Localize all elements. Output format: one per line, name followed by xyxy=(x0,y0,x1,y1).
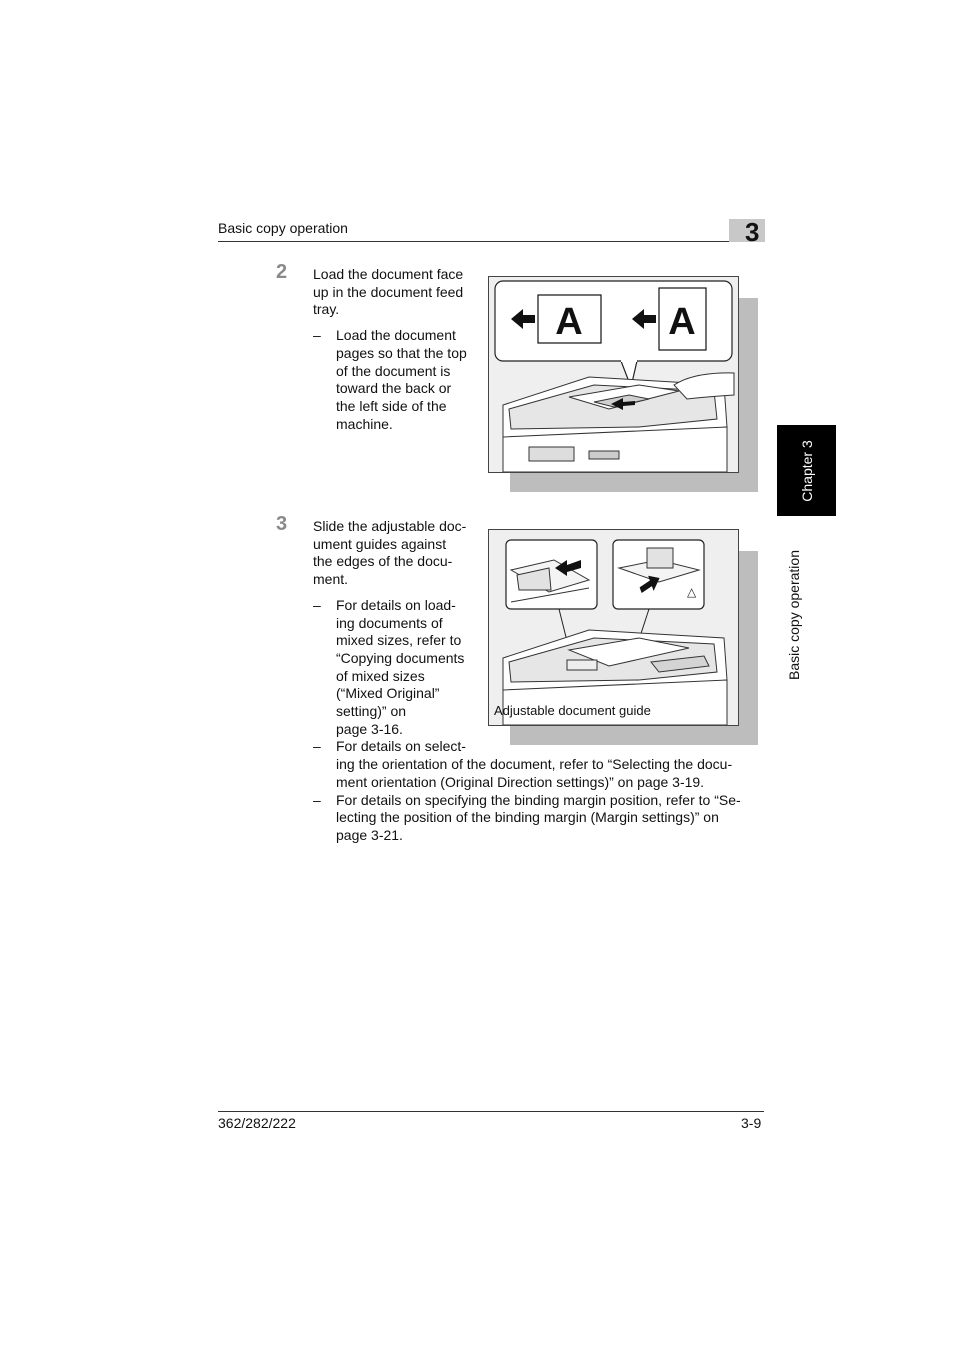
step-2-text xyxy=(313,266,478,433)
bullet-dash: – xyxy=(313,596,321,613)
chapter-number: 3 xyxy=(745,217,760,247)
document-feed-illustration xyxy=(489,277,738,472)
document-letter: A xyxy=(668,301,696,343)
document-guide-figure xyxy=(488,529,758,745)
step-3-bullet-line: ing documents of xyxy=(336,614,443,631)
step-3-bullet-line: ment orientation (Original Direction settings)” on page 3-19. xyxy=(336,773,705,790)
step-2-bullet-line: the left side of the xyxy=(336,397,447,414)
step-3-bullet-line: For details on load- xyxy=(336,596,456,613)
step-3-bullet-line: “Copying documents xyxy=(336,649,465,666)
figure-label: Adjustable document guide xyxy=(494,703,651,718)
step-3-line: ument guides against xyxy=(313,535,447,552)
step-3-bullet-line: mixed sizes, refer to xyxy=(336,632,462,649)
footer-rule xyxy=(218,1111,764,1112)
step-3-bullet-line: For details on specifying the binding margin position, refer to “Se- xyxy=(336,791,741,808)
copier-machine-icon xyxy=(503,373,734,472)
step-2-number: 2 xyxy=(276,261,288,283)
bullet-dash: – xyxy=(313,738,321,755)
bullet-dash: – xyxy=(313,327,321,344)
step-3-bullet-line: For details on select- xyxy=(336,738,466,755)
step-2-bullet-line: machine. xyxy=(336,415,393,432)
step-3-line: Slide the adjustable doc- xyxy=(313,518,467,534)
header-rule xyxy=(218,241,764,242)
step-3-bullet-2 xyxy=(313,738,763,791)
step-2-bullet-line: toward the back or xyxy=(336,380,452,397)
step-3-bullet-line: setting)” on xyxy=(336,703,407,720)
step-3-number: 3 xyxy=(276,513,288,535)
section-tab-label: Basic copy operation xyxy=(785,550,802,680)
step-3-bullet-line: (“Mixed Original” xyxy=(336,685,440,702)
step-2-line: tray. xyxy=(313,301,340,318)
document-guide-illustration xyxy=(489,530,738,725)
step-3-bullet-3 xyxy=(313,792,763,845)
step-2-line: Load the document face xyxy=(313,266,464,282)
step-2-bullet-line: Load the document xyxy=(336,327,456,344)
footer-model: 362/282/222 xyxy=(218,1115,296,1131)
step-3-bullet-line: lecting the position of the binding margin (Margin settings)” on xyxy=(336,809,719,826)
chapter-tab-label-box xyxy=(777,425,836,516)
document-feed-figure xyxy=(488,276,758,492)
document-letter: A xyxy=(555,301,583,343)
running-header: Basic copy operation xyxy=(218,220,348,236)
step-3-bullet-line: page 3-16. xyxy=(336,720,403,737)
step-2-bullet-line: pages so that the top xyxy=(336,344,467,361)
chapter-tab-label: Chapter 3 xyxy=(798,439,815,502)
footer-page-number: 3-9 xyxy=(741,1115,762,1131)
bullet-dash: – xyxy=(313,791,321,808)
svg-text:△: △ xyxy=(687,585,697,599)
step-3-line: the edges of the docu- xyxy=(313,553,453,570)
step-3-bullet-line: of mixed sizes xyxy=(336,667,425,684)
section-tab-label-box xyxy=(777,520,810,710)
step-2-line: up in the document feed xyxy=(313,283,464,300)
step-3-bullet-line: ing the orientation of the document, refer to “Selecting the docu- xyxy=(336,756,733,773)
step-2-bullet-line: of the document is xyxy=(336,362,451,379)
step-2-bullet xyxy=(313,327,478,433)
step-3-bullet-line: page 3-21. xyxy=(336,826,403,843)
step-3-line: ment. xyxy=(313,571,349,588)
